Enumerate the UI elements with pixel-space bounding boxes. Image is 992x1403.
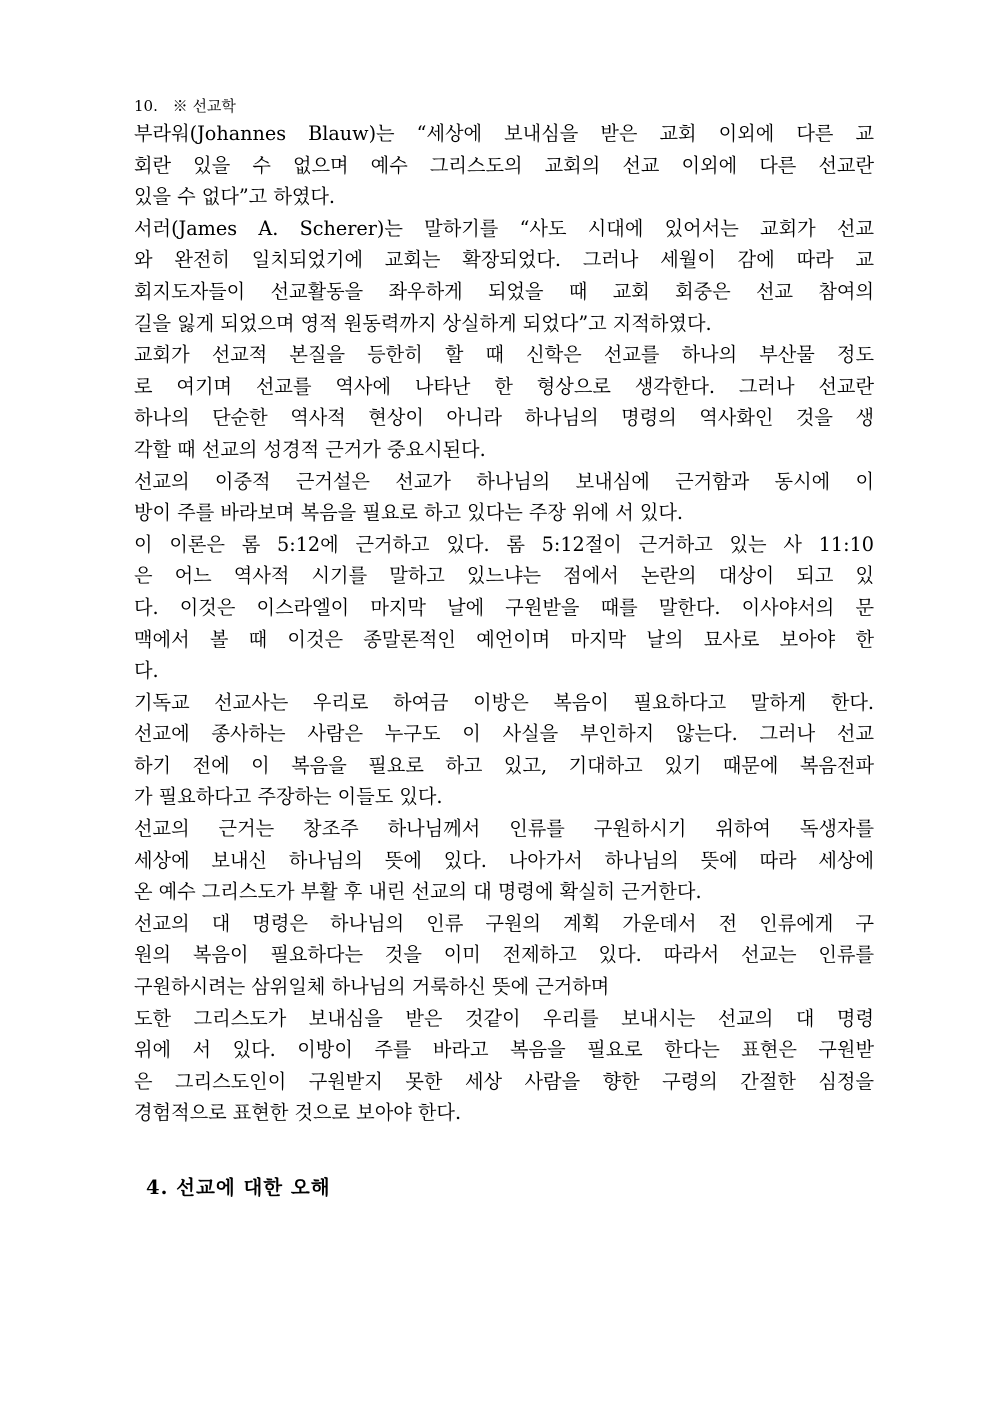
text-line: 하기 전에 이 복음을 필요로 하고 있고, 기대하고 있기 때문에 복음전파 xyxy=(134,753,874,777)
text-line: 도한 그리스도가 보내심을 받은 것같이 우리를 보내시는 선교의 대 명령 xyxy=(134,1006,874,1030)
text-line: 위에 서 있다. 이방이 주를 바라고 복음을 필요로 한다는 표현은 구원받 xyxy=(134,1038,874,1062)
text-line: 은 그리스도인이 구원받지 못한 세상 사람을 향한 구령의 간절한 심정을 xyxy=(134,1069,874,1093)
text-line: 선교의 근거는 창조주 하나님께서 인류를 구원하시기 위하여 독생자를 xyxy=(134,817,874,841)
text-line: 온 예수 그리스도가 부활 후 내린 선교의 대 명령에 확실히 근거한다. xyxy=(134,880,702,904)
text-line: 다. 이것은 이스라엘이 마지막 날에 구원받을 때를 말한다. 이사야서의 문 xyxy=(134,595,874,619)
text-line: 교회가 선교적 본질을 등한히 할 때 신학은 선교를 하나의 부산물 정도 xyxy=(134,343,874,367)
text-line: 선교의 대 명령은 하나님의 인류 구원의 계획 가운데서 전 인류에게 구 xyxy=(134,911,874,935)
text-line: 은 어느 역사적 시기를 말하고 있느냐는 점에서 논란의 대상이 되고 있 xyxy=(134,564,874,588)
text-line: 회지도자들이 선교활동을 좌우하게 되었을 때 교회 회중은 선교 참여의 xyxy=(134,279,874,303)
text-line: 가 필요하다고 주장하는 이들도 있다. xyxy=(134,785,443,809)
text-line: 기독교 선교사는 우리로 하여금 이방은 복음이 필요하다고 말하게 한다. xyxy=(134,690,874,714)
text-line: 있을 수 없다”고 하였다. xyxy=(134,185,336,209)
text-line: 선교에 종사하는 사람은 누구도 이 사실을 부인하지 않는다. 그러나 선교 xyxy=(134,722,874,746)
text-line: 길을 잃게 되었으며 영적 원동력까지 상실하게 되었다”고 지적하였다. xyxy=(134,311,712,335)
text-line: 부라워(Johannes Blauw)는 “세상에 보내심을 받은 교회 이외에 다른 교 xyxy=(134,122,874,145)
text-line: 구원하시려는 삼위일체 하나님의 거룩하신 뜻에 근거하며 xyxy=(134,975,610,999)
text-line: 회란 있을 수 없으며 예수 그리스도의 교회의 선교 이외에 다른 선교란 xyxy=(134,153,874,177)
text-line: 다. xyxy=(134,659,159,683)
text-line: 와 완전히 일치되었기에 교회는 확장되었다. 그러나 세월이 감에 따라 교 xyxy=(134,248,874,272)
page-header xyxy=(134,96,874,118)
text-line: 세상에 보내신 하나님의 뜻에 있다. 나아가서 하나님의 뜻에 따라 세상에 xyxy=(134,848,874,872)
document-page xyxy=(134,96,874,1203)
header-title: 선교학 xyxy=(192,97,236,115)
spacer xyxy=(134,1129,874,1173)
reference-mark-icon: ※ xyxy=(172,97,188,115)
text-line: 원의 복음이 필요하다는 것을 이미 전제하고 있다. 따라서 선교는 인류를 xyxy=(134,943,874,967)
text-line: 방이 주를 바라보며 복음을 필요로 하고 있다는 주장 위에 서 있다. xyxy=(134,501,684,525)
text-line: 맥에서 볼 때 이것은 종말론적인 예언이며 마지막 날의 묘사로 보아야 한 xyxy=(134,627,874,651)
text-line: 로 여기며 선교를 역사에 나타난 한 형상으로 생각한다. 그러나 선교란 xyxy=(134,374,874,398)
text-line: 서러(James A. Scherer)는 말하기를 “사도 시대에 있어서는 교회가 선교 xyxy=(134,216,874,240)
text-line: 선교의 이중적 근거설은 선교가 하나님의 보내심에 근거함과 동시에 이 xyxy=(134,469,874,493)
section-heading: 4. 선교에 대한 오해 xyxy=(146,1176,331,1199)
text-line: 경험적으로 표현한 것으로 보아야 한다. xyxy=(134,1101,462,1125)
page-number: 10. xyxy=(134,97,158,115)
body-text xyxy=(134,118,874,1129)
text-line: 각할 때 선교의 성경적 근거가 중요시된다. xyxy=(134,437,486,461)
text-line: 하나의 단순한 역사적 현상이 아니라 하나님의 명령의 역사화인 것을 생 xyxy=(134,406,874,430)
text-line: 이 이론은 롬 5:12에 근거하고 있다. 롬 5:12절이 근거하고 있는 사 11:10 xyxy=(134,532,874,556)
